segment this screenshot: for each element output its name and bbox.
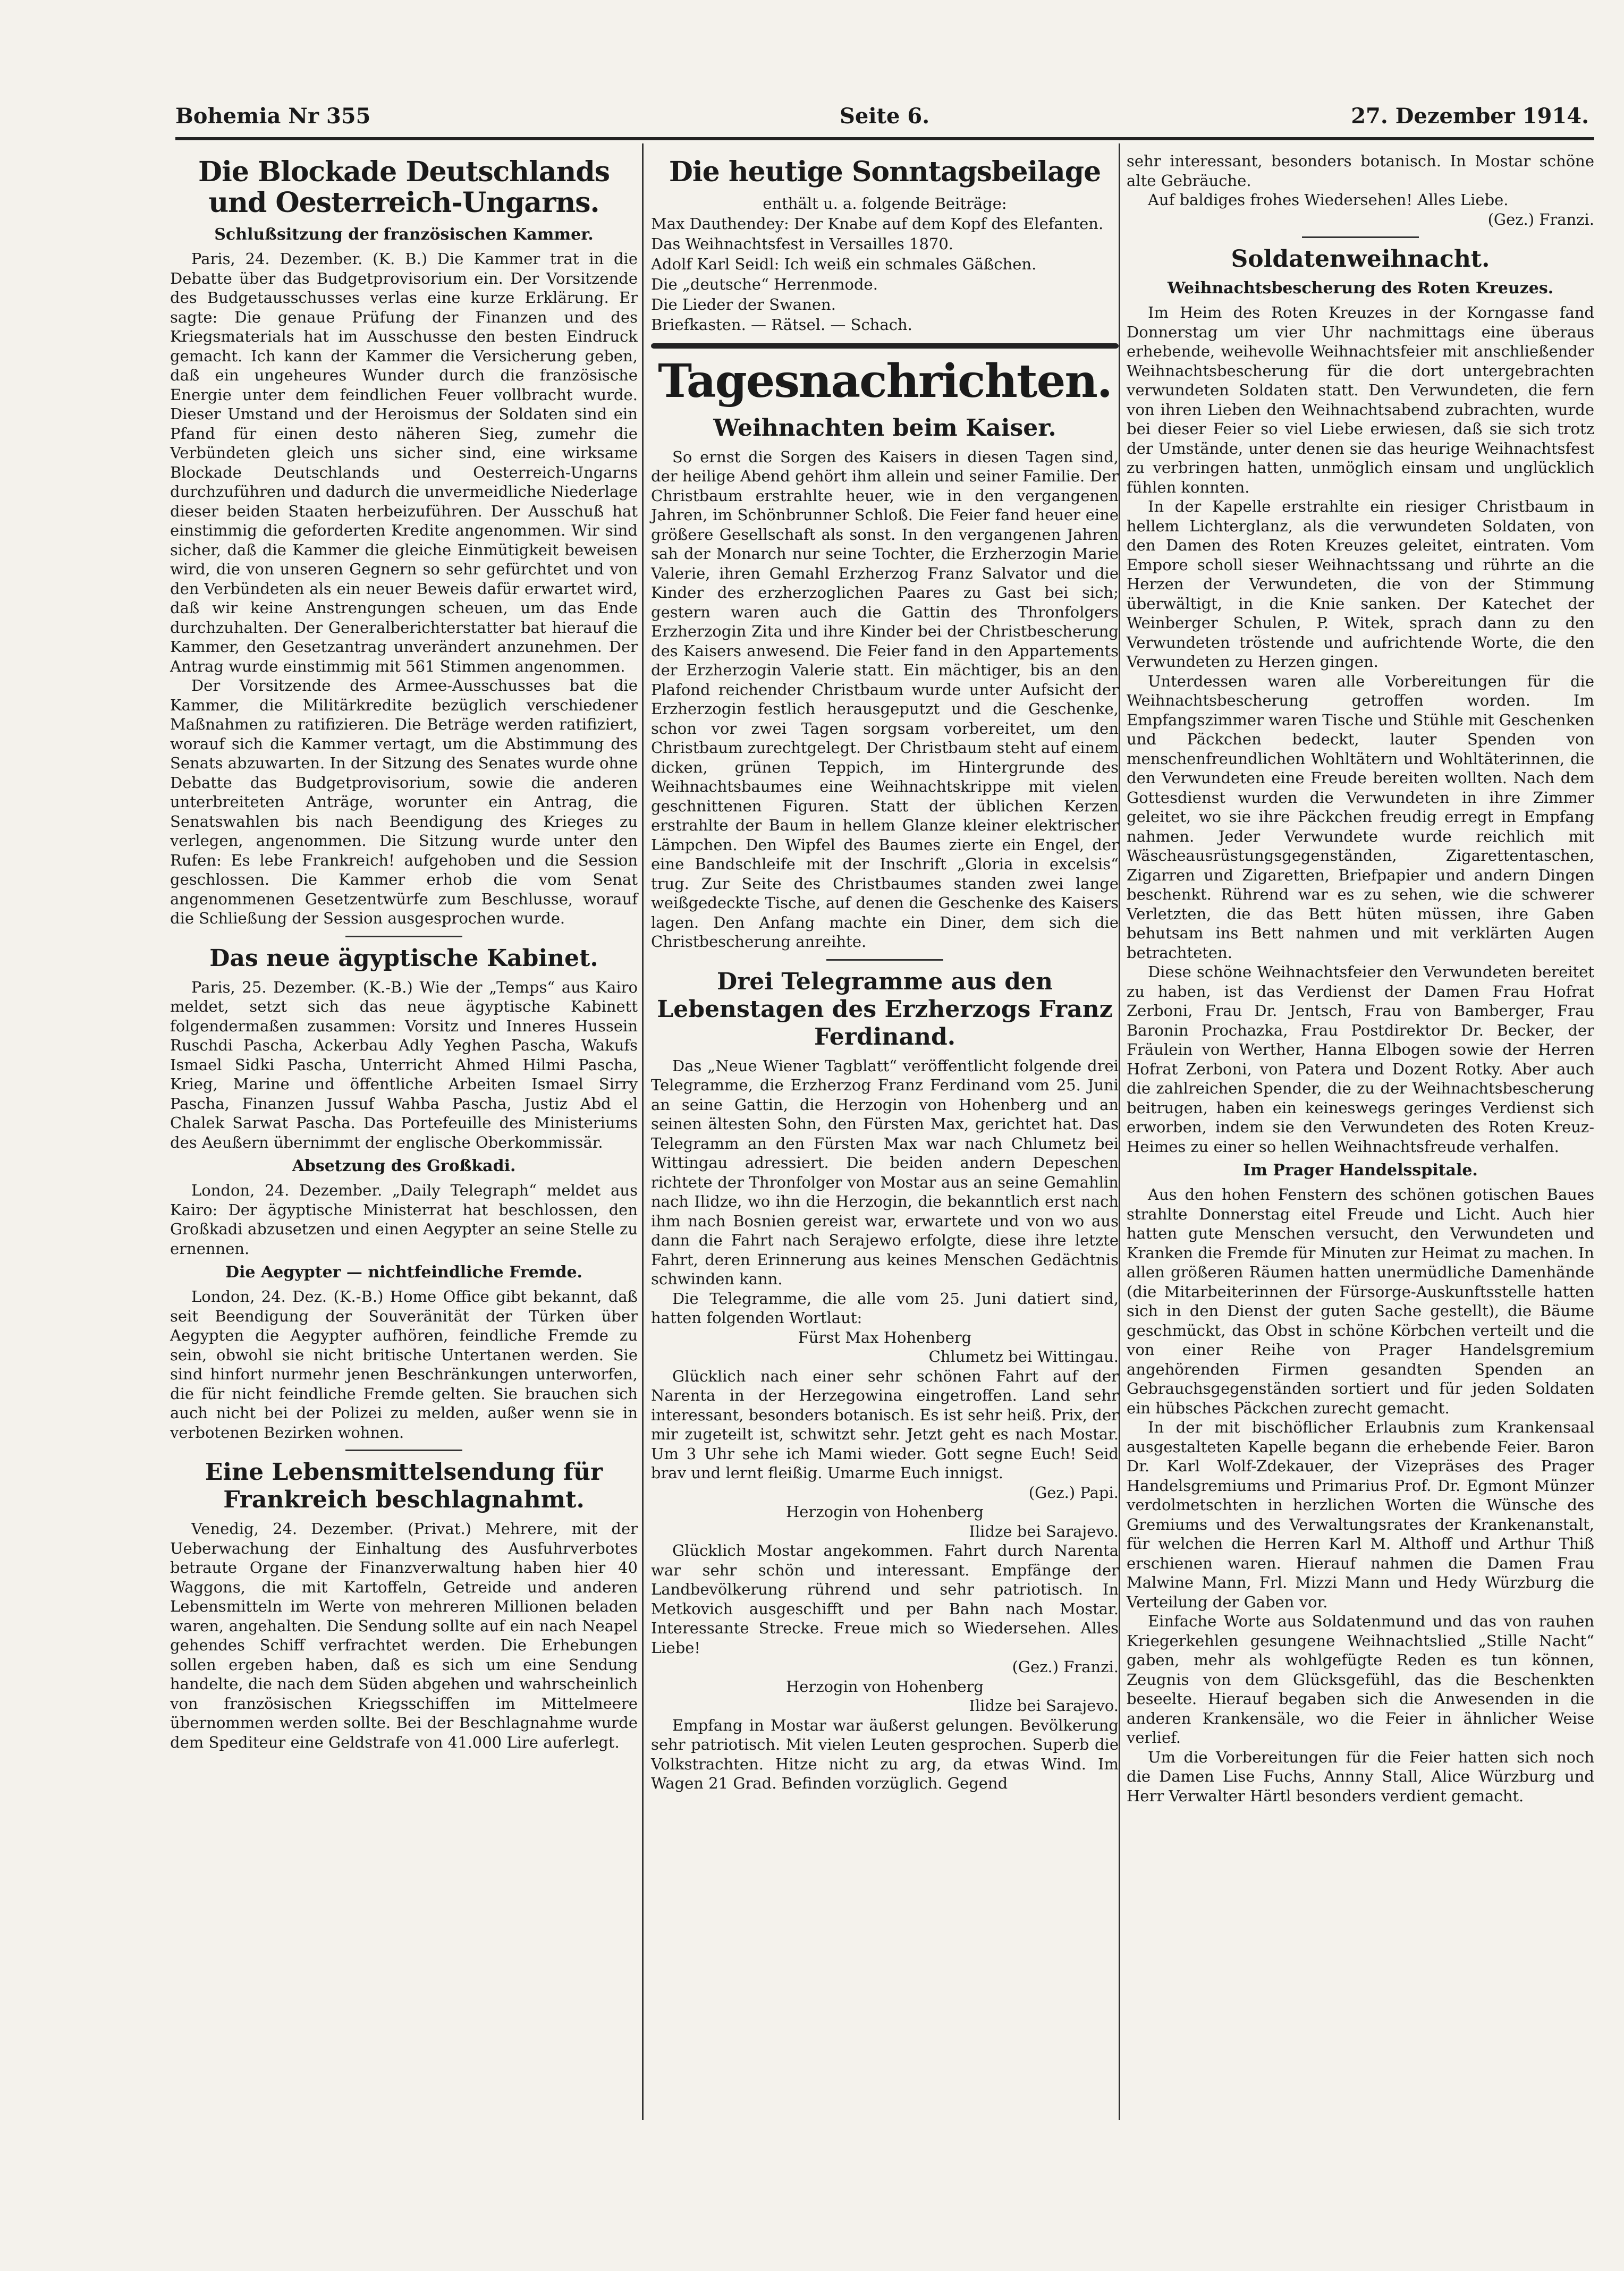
- telegram-text: Glücklich nach einer sehr schönen Fahrt auf der Narenta in der Herzegowina eingetroffen. Land sehr interessant, besonders botanisch. Es ist sehr heiß. Prix, der mir zugeteilt ist, schwitzt sehr. Jetzt geht es nach Mostar. Um 3 Uhr sehe ich Mami wieder. Gott segne Euch! Seid brav und lernt fleißig. Umarme Euch innigst.: [651, 1367, 1119, 1482]
- article-paragraph: Paris, 24. Dezember. (K. B.) Die Kammer trat in die Debatte über das Budgetprovisorium ein. Der Vorsitzende des Budgetausschusses verlas eine kurze Erklärung. Er sagte: Die genaue Prüfung der Finanzen und des Kriegsmaterials hat im Ausschusse den besten Eindruck gemacht. Ich kann der Kammer die Versicherung geben, daß ein ungeheures Wunder durch die französische Energie unter dem feindlichen Feuer vollbracht wurde. Dieser Umstand und der Heroismus der Soldaten sind ein Pfand für einen desto näheren Sieg, zumehr die Verbündeten gleich uns sicher sind, eine wirksame Blockade Deutschlands und Oesterreich-Ungarns durchzuführen und dadurch die unvermeidliche Niederlage dieser beiden Staaten herbeizuführen. Der Ausschuß hat einstimmig die geforderten Kredite angenommen. Wir sind sicher, daß die Kammer die gleiche Einmütigkeit beweisen wird, die von unseren Gegnern so sehr gefürchtet und von den Verbündeten als ein neuer Beweis dafür erwartet wird, daß wir keine Anstrengungen scheuen, um das Ende durchzuhalten. Der Generalberichterstatter bat hierauf die Kammer, den Gesetzantrag unverändert anzunehmen. Der Antrag wurde einstimmig mit 561 Stimmen angenommen.: [170, 250, 638, 675]
- telegram-signature: (Gez.) Franzi.: [1487, 210, 1594, 228]
- article-paragraph: Venedig, 24. Dezember. (Privat.) Mehrere, mit der Ueberwachung der Einhaltung des Ausfuhrverbotes betraute Organe der Finanzverwaltung haben hier 40 Waggons, die mit Kartoffeln, Getreide und anderen Lebensmitteln im Werte von mehreren Millionen beladen waren, angehalten. Die Sendung sollte auf ein nach Neapel gehendes Schiff verfrachtet werden. Die Erhebungen sollen ergeben haben, daß es sich um eine Sendung handelte, die nach dem Süden abgehen und wahrscheinlich von französischen Kriegsschiffen im Mittelmeere übernommen werden sollte. Bei der Beschlagnahme wurde dem Spediteur eine Geldstrafe von 41.000 Lire auferlegt.: [170, 1520, 638, 1751]
- article-paragraph: Im Heim des Roten Kreuzes in der Korngasse fand Donnerstag um vier Uhr nachmittags eine überaus erhebende, weihevolle Weihnachtsfeier mit anschließender Weihnachtsbescherung für die dort untergebrachten verwundeten Soldaten statt. Den Verwundeten, die fern von ihren Lieben den Weihnachtsabend zubrachten, wurde bei dieser Feier so viel Liebe erwiesen, daß sie sich trotz der Umstände, unter denen sie das heurige Weihnachtsfest zu verbringen hatten, unmöglich einsam und unglücklich fühlen konnten.: [1127, 303, 1594, 496]
- section-divider: [345, 936, 462, 937]
- supplement-item: Die Lieder der Swanen.: [651, 295, 836, 313]
- article-subtitle: Im Prager Handelsspitale.: [1243, 1161, 1478, 1180]
- article-paragraph: London, 24. Dez. (K.-B.) Home Office gibt bekannt, daß seit Beendigung der Souveränität der Türken über Aegypten die Aegypter aufhören, feindliche Fremde zu sein, obwohl sie nicht britische Untertanen werden. Sie sind hinfort nurmehr jenen Beschränkungen unterworfen, die für nicht feindliche Fremde gelten. Sie brauchen sich auch nicht bei der Polizei zu melden, außer wenn sie in verbotenen Bezirken wohnen.: [170, 1287, 638, 1442]
- telegram-location: Ilidze bei Sarajevo.: [969, 1697, 1119, 1715]
- issue-date: 27. Dezember 1914.: [1351, 104, 1589, 129]
- telegram-address: Herzogin von Hohenberg: [786, 1503, 984, 1521]
- supplement-item: Max Dauthendey: Der Knabe auf dem Kopf des Elefanten.: [651, 214, 1104, 233]
- article-paragraph: Aus den hohen Fenstern des schönen gotischen Baues strahlte Donnerstag eitel Freude und Licht. Auch hier hatten gute Menschen versucht, den Verwundeten und Kranken die Fremde für Minuten zur Heimat zu machen. In allen größeren Räumen hatten unermüdliche Damenhände (die Mitarbeiterinnen der Fürsorge-Auskunftsstelle hatten sich in den Dienst der guten Sache gestellt), die Bäume geschmückt, das Obst in schöne Körbchen verteilt und die von einer Reihe von Prager Handelsgremium angehörenden Firmen gesandten Spenden an Gebrauchsgegenständen sortiert und für jeden Soldaten ein hübsches Päckchen zurecht gemacht.: [1127, 1185, 1594, 1417]
- article-subtitle: Die Aegypter — nichtfeindliche Fremde.: [225, 1263, 582, 1282]
- section-divider: [651, 343, 1119, 349]
- section-divider: [826, 959, 943, 961]
- article-paragraph: Das „Neue Wiener Tagblatt“ veröffentlicht folgende drei Telegramme, die Erzherzog Franz Ferdinand vom 25. Juni an seine Gattin, die Herzogin von Hohenberg und an seinen ältesten Sohn, den Fürsten Max, gerichtet hat. Das Telegramm an den Fürsten Max war nach Chlumetz bei Wittingau adressiert. Die beiden andern Depeschen richtete der Thronfolger von Mostar aus an seine Gemahlin nach Ilidze, wo ihn die Herzogin, die bekanntlich erst nach ihm nach Bosnien gereist war, erwartete und von wo aus dann die Fahrt nach Serajewo erfolgte, diese ihre letzte Fahrt, deren Erinnerung aus keines Menschen Gedächtnis schwinden kann.: [651, 1056, 1119, 1288]
- article-subtitle: Absetzung des Großkadi.: [292, 1157, 516, 1175]
- telegram-text: Empfang in Mostar war äußerst gelungen. Bevölkerung sehr patriotisch. Mit vielen Leuten gesprochen. Superb die Volkstrachten. Hitze nicht zu arg, da etwas Wind. Im Wagen 21 Grad. Befinden vorzüglich. Gegend: [651, 1716, 1119, 1792]
- telegram-text: sehr interessant, besonders botanisch. In Mostar schöne alte Gebräuche.: [1127, 152, 1594, 190]
- article-paragraph: Die Telegramme, die alle vom 25. Juni datiert sind, hatten folgenden Wortlaut:: [651, 1289, 1119, 1327]
- article-title: Drei Telegramme aus den Lebenstagen des Erzherzogs Franz Ferdinand.: [657, 968, 1113, 1050]
- telegram-address: Herzogin von Hohenberg: [786, 1677, 984, 1696]
- article-title: Das neue ägyptische Kabinet.: [209, 944, 598, 972]
- telegram-location: Ilidze bei Sarajevo.: [969, 1522, 1119, 1540]
- telegram-location: Chlumetz bei Wittingau.: [928, 1348, 1119, 1366]
- supplement-item: Das Weihnachtsfest in Versailles 1870.: [651, 234, 954, 253]
- article-paragraph: Einfache Worte aus Soldatenmund und das von rauhen Kriegerkehlen gesungene Weihnachtslied „Stille Nacht“ gaben, mehr als wohlgefügte Reden es tun können, Zeugnis von dem Glücksgefühl, das die Beschenkten beseelte. Hierauf begaben sich die Anwesenden in die anderen Krankensäle, wo die Feier in ähnlicher Weise verlief.: [1127, 1612, 1594, 1747]
- header-rule: [175, 137, 1594, 140]
- article-subtitle: Schlußsitzung der französischen Kammer.: [214, 225, 594, 244]
- telegram-signature: (Gez.) Papi.: [1028, 1483, 1119, 1502]
- telegram-address: Fürst Max Hohenberg: [798, 1328, 972, 1346]
- article-title: Eine Lebensmittelsendung für Frankreich beschlagnahmt.: [205, 1459, 603, 1513]
- page-number: Seite 6.: [840, 104, 930, 129]
- article-paragraph: Der Vorsitzende des Armee-Ausschusses bat die Kammer, die Militärkredite bezüglich verschiedener Maßnahmen zu ratifizieren. Die Beträge werden ratifiziert, worauf sich die Kammer vertagt, um die Abstimmung des Senats abzuwarten. In der Sitzung des Senates wurde ohne Debatte das Budgetprovisorium, sowie die anderen unterbreiteten Anträge, worunter ein Antrag, die Senatswahlen bis nach Beendigung des Krieges zu verlegen, angenommen. Die Sitzung wurde unter den Rufen: Es lebe Frankreich! aufgehoben und die Session geschlossen. Die Kammer erhob die vom Senat angenommenen Gesetzentwürfe zum Beschlusse, worauf die Schließung der Session ausgesprochen wurde.: [170, 676, 638, 927]
- article-title: Die Blockade Deutschlands und Oesterreich-Ungarns.: [198, 156, 610, 219]
- article-paragraph: In der Kapelle erstrahlte ein riesiger Christbaum in hellem Lichterglanz, als die verwundeten Soldaten, von den Damen des Roten Kreuzes geleitet, eintraten. Vom Empore scholl sieser Weihnachtssang und rührte an die Herzen der Verwundeten, die von der Stimmung überwältigt, in die Knie sanken. Der Katechet der Weinberger Schulen, P. Witek, sprach dann zu den Verwundeten tröstende und aufrichtende Worte, die den Verwundeten zu Herzen gingen.: [1127, 497, 1594, 671]
- supplement-title: Die heutige Sonntagsbeilage: [669, 156, 1101, 188]
- section-divider: [345, 1450, 462, 1451]
- article-title: Soldatenweihnacht.: [1231, 245, 1490, 273]
- column-divider: [1119, 143, 1120, 2120]
- telegram-signature: (Gez.) Franzi.: [1012, 1658, 1119, 1676]
- article-paragraph: So ernst die Sorgen des Kaisers in diesen Tagen sind, der heilige Abend gehört ihm allein und seiner Familie. Der Christbaum erstrahlte heuer, wie in den vergangenen Jahren, im Schönbrunner Schloß. Die Feier fand heuer eine größere Gesellschaft als sonst. In den vergangenen Jahren sah der Monarch nur seine Tochter, die Erzherzogin Marie Valerie, ihren Gemahl Erzherzog Franz Salvator und die Kinder des erzherzoglichen Paares zu Gast bei sich; gestern waren auch die Gattin des Thronfolgers Erzherzogin Zita und ihre Kinder bei der Christbescherung des Kaisers anwesend. Die Feier fand in den Appartements der Erzherzogin Valerie statt. Ein mächtiger, bis an den Plafond reichender Christbaum wurde unter Aufsicht der Erzherzogin festlich herausgeputzt und die Geschenke, schon vor zwei Tagen sorgsam vorbereitet, um den Christbaum zurechtgelegt. Der Christbaum steht auf einem dicken, grünen Teppich, im Hintergrunde des Weihnachtsbaumes eine Weihnachtskrippe mit vielen geschnittenen Figuren. Statt der üblichen Kerzen erstrahlte der Baum in hellem Glanze kleiner elektrischer Lämpchen. Den Wipfel des Baumes zierte ein Engel, der eine Bandschleife mit der Inschrift „Gloria in excelsis“ trug. Zur Seite des Christbaumes standen zwei lange weißgedeckte Tische, auf denen die Geschenke des Kaisers lagen. Den Anfang machte ein Diner, dem sich die Christbescherung anreihte.: [651, 447, 1119, 951]
- column-3: [1127, 151, 1594, 1806]
- telegram-text: Auf baldiges frohes Wiedersehen! Alles Liebe.: [1148, 191, 1509, 209]
- column-1: [170, 151, 638, 1752]
- supplement-item: Die „deutsche“ Herrenmode.: [651, 275, 878, 293]
- telegram-text: Glücklich Mostar angekommen. Fahrt durch Narenta war sehr schön und interessant. Empfänge der Landbevölkerung rührend und sehr patriotisch. In Metkovich ausgeschifft und per Bahn nach Mostar. Interessante Strecke. Freue mich so Wiedersehen. Alles Liebe!: [651, 1541, 1119, 1657]
- supplement-item: Adolf Karl Seidl: Ich weiß ein schmales Gäßchen.: [651, 255, 1037, 273]
- article-paragraph: In der mit bischöflicher Erlaubnis zum Krankensaal ausgestalteten Kapelle begann die erhebende Feier. Baron Dr. Karl Wolf-Zdekauer, der Vizepräses des Prager Handelsgremiums und Primarius Prof. Dr. Egmont Münzer verdolmetschten in herzlichen Worten die Wünsche des Gremiums und des Verwaltungsrates der Krankenanstalt, für welchen die Herren Karl M. Althoff und Arthur Thiß erschienen waren. Hierauf nahmen die Damen Frau Malwine Mann, Frl. Mizzi Mann und Hedy Würzburg die Verteilung der Gaben vor.: [1127, 1418, 1594, 1611]
- article-paragraph: London, 24. Dezember. „Daily Telegraph“ meldet aus Kairo: Der ägyptische Ministerrat hat beschlossen, den Großkadi abzusetzen und einen Aegypter an seine Stelle zu ernennen.: [170, 1181, 638, 1258]
- page-header: [175, 104, 1589, 135]
- supplement-item: Briefkasten. — Rätsel. — Schach.: [651, 315, 912, 334]
- article-title: Weihnachten beim Kaiser.: [713, 414, 1056, 442]
- section-heading: Tagesnachrichten.: [658, 354, 1112, 408]
- article-subtitle: Weihnachtsbescherung des Roten Kreuzes.: [1167, 279, 1554, 298]
- article-paragraph: Unterdessen waren alle Vorbereitungen für die Weihnachtsbescherung getroffen worden. Im Empfangszimmer waren Tische und Stühle mit Geschenken und Päckchen bedeckt, lauter Spenden von menschenfreundlichen Wohltätern und Wohltäterinnen, die den Verwundeten eine Freude bereiten wollten. Nach dem Gottesdienst wurden die Verwundeten in ihre Zimmer geleitet, wo sie ihre Päckchen freudig erregt in Empfang nahmen. Jeder Verwundete wurde reichlich mit Wäscheausrüstungsgegenständen, Zigarettentaschen, Zigarren und Zigaretten, Briefpapier und andern Dingen beschenkt. Rührend war es zu sehen, wie die schwerer Verletzten, die das Bett hüten müssen, ihre Gaben behutsam ins Bett nahmen und mit verklärten Augen betrachteten.: [1127, 672, 1594, 962]
- column-2: [651, 151, 1119, 1793]
- supplement-intro: enthält u. a. folgende Beiträge:: [763, 194, 1007, 213]
- article-paragraph: Um die Vorbereitungen für die Feier hatten sich noch die Damen Lise Fuchs, Annny Stall, Alice Würzburg und Herr Verwalter Härtl besonders verdient gemacht.: [1127, 1748, 1594, 1805]
- article-paragraph: Paris, 25. Dezember. (K.-B.) Wie der „Temps“ aus Kairo meldet, setzt sich das neue ägyptische Kabinett folgendermaßen zusammen: Vorsitz und Inneres Hussein Ruschdi Pascha, Ackerbau Adly Yeghen Pascha, Wakufs Ismael Sidki Pascha, Unterricht Ahmed Hilmi Pascha, Krieg, Marine und öffentliche Arbeiten Ismael Sirry Pascha, Finanzen Jussuf Wahba Pascha, Justiz Abd el Chalek Sarwat Pascha. Das Portefeuille des Ministeriums des Aeußern übernimmt der englische Oberkommissär.: [170, 978, 638, 1151]
- publication-issue: Bohemia Nr 355: [175, 104, 371, 129]
- column-divider: [642, 143, 644, 2120]
- article-paragraph: Diese schöne Weihnachtsfeier den Verwundeten bereitet zu haben, ist das Verdienst der Damen Frau Hofrat Zerboni, Frau Dr. Jentsch, Frau von Bamberger, Frau Baronin Prochazka, Frau Postdirektor Dr. Becker, der Fräulein von Werther, Hanna Elbogen sowie der Herren Hofrat Zerboni, von Patera und Dozent Rotky. Aber auch die zahlreichen Spender, die zu der Weihnachtsbescherung beitrugen, haben ein keineswegs geringes Verdienst sich erworben, indem sie den Verwundeten des Roten Kreuz-Heimes zu einer so hellen Weihnachtsfreude verhalfen.: [1127, 963, 1594, 1156]
- section-divider: [1302, 236, 1419, 238]
